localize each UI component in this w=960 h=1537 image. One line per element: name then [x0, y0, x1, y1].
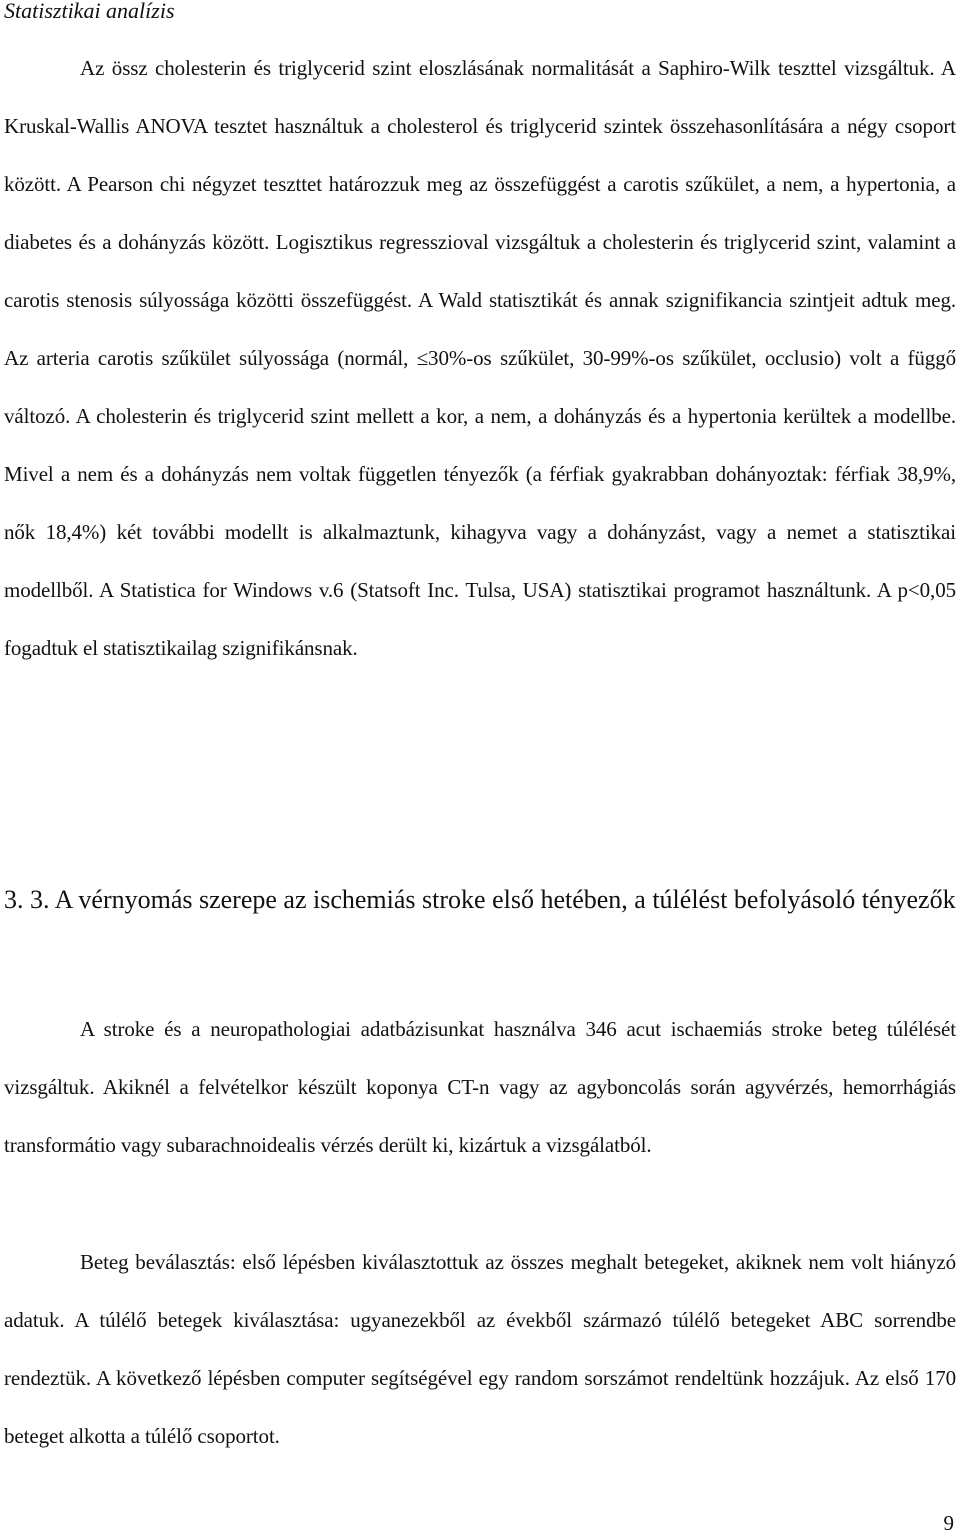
section-heading-statistics: Statisztikai analízis: [4, 0, 175, 23]
section-title-blood-pressure: 3. 3. A vérnyomás szerepe az ischemiás stroke első hetében, a túlélést befolyásoló tényezők: [4, 885, 956, 914]
page-number: 9: [943, 1511, 954, 1535]
paragraph-study-population: A stroke és a neuropathologiai adatbázisunkat használva 346 acut ischaemiás stroke beteg túlélését vizsgáltuk. Akiknél a felvételkor készült koponya CT-n vagy az agyboncolás során agyvérzés, hemorrhágiás transformátio vagy subarachnoidealis vérzés derült ki, kizártuk a vizsgálatból.: [4, 1017, 956, 1157]
paragraph-statistics: Az össz cholesterin és triglycerid szint eloszlásának normalitását a Saphiro-Wilk teszttel vizsgáltuk. A Kruskal-Wallis ANOVA tesztet használtuk a cholesterol és triglycerid szintek összehasonlítására a négy csoport között. A Pearson chi négyzet teszttet határozzuk meg az összefüggést a carotis szűkület, a nem, a hypertonia, a diabetes és a dohányzás között. Logisztikus regresszioval vizsgáltuk a cholesterin és triglycerid szint, valamint a carotis stenosis súlyossága közötti összefüggést. A Wald statisztikát és annak szignifikancia szintjeit adtuk meg. Az arteria carotis szűkület súlyossága (normál, ≤30%-os szűkület, 30-99%-os szűkület, occlusio) volt a függő változó. A cholesterin és triglycerid szint mellett a kor, a nem, a dohányzás és a hypertonia kerültek a modellbe. Mivel a nem és a dohányzás nem voltak független tényezők (a férfiak gyakrabban dohányoztak: férfiak 38,9%, nők 18,4%) két további modellt is alkalmaztunk, kihagyva vagy a dohányzást, vagy a nemet a statisztikai modellből. A Statistica for Windows v.6 (Statsoft Inc. Tulsa, USA) statisztikai programot használtunk. A p<0,05 fogadtuk el statisztikailag szignifikánsnak.: [4, 56, 956, 660]
paragraph-patient-selection: Beteg beválasztás: első lépésben kiválasztottuk az összes meghalt betegeket, akiknek nem volt hiányzó adatuk. A túlélő betegek kiválasztása: ugyanezekből az évekből származó túlélő betegeket ABC sorrendbe rendeztük. A következő lépésben computer segítségével egy random sorszámot rendeltünk hozzájuk. Az első 170 beteget alkotta a túlélő csoportot.: [4, 1250, 956, 1448]
